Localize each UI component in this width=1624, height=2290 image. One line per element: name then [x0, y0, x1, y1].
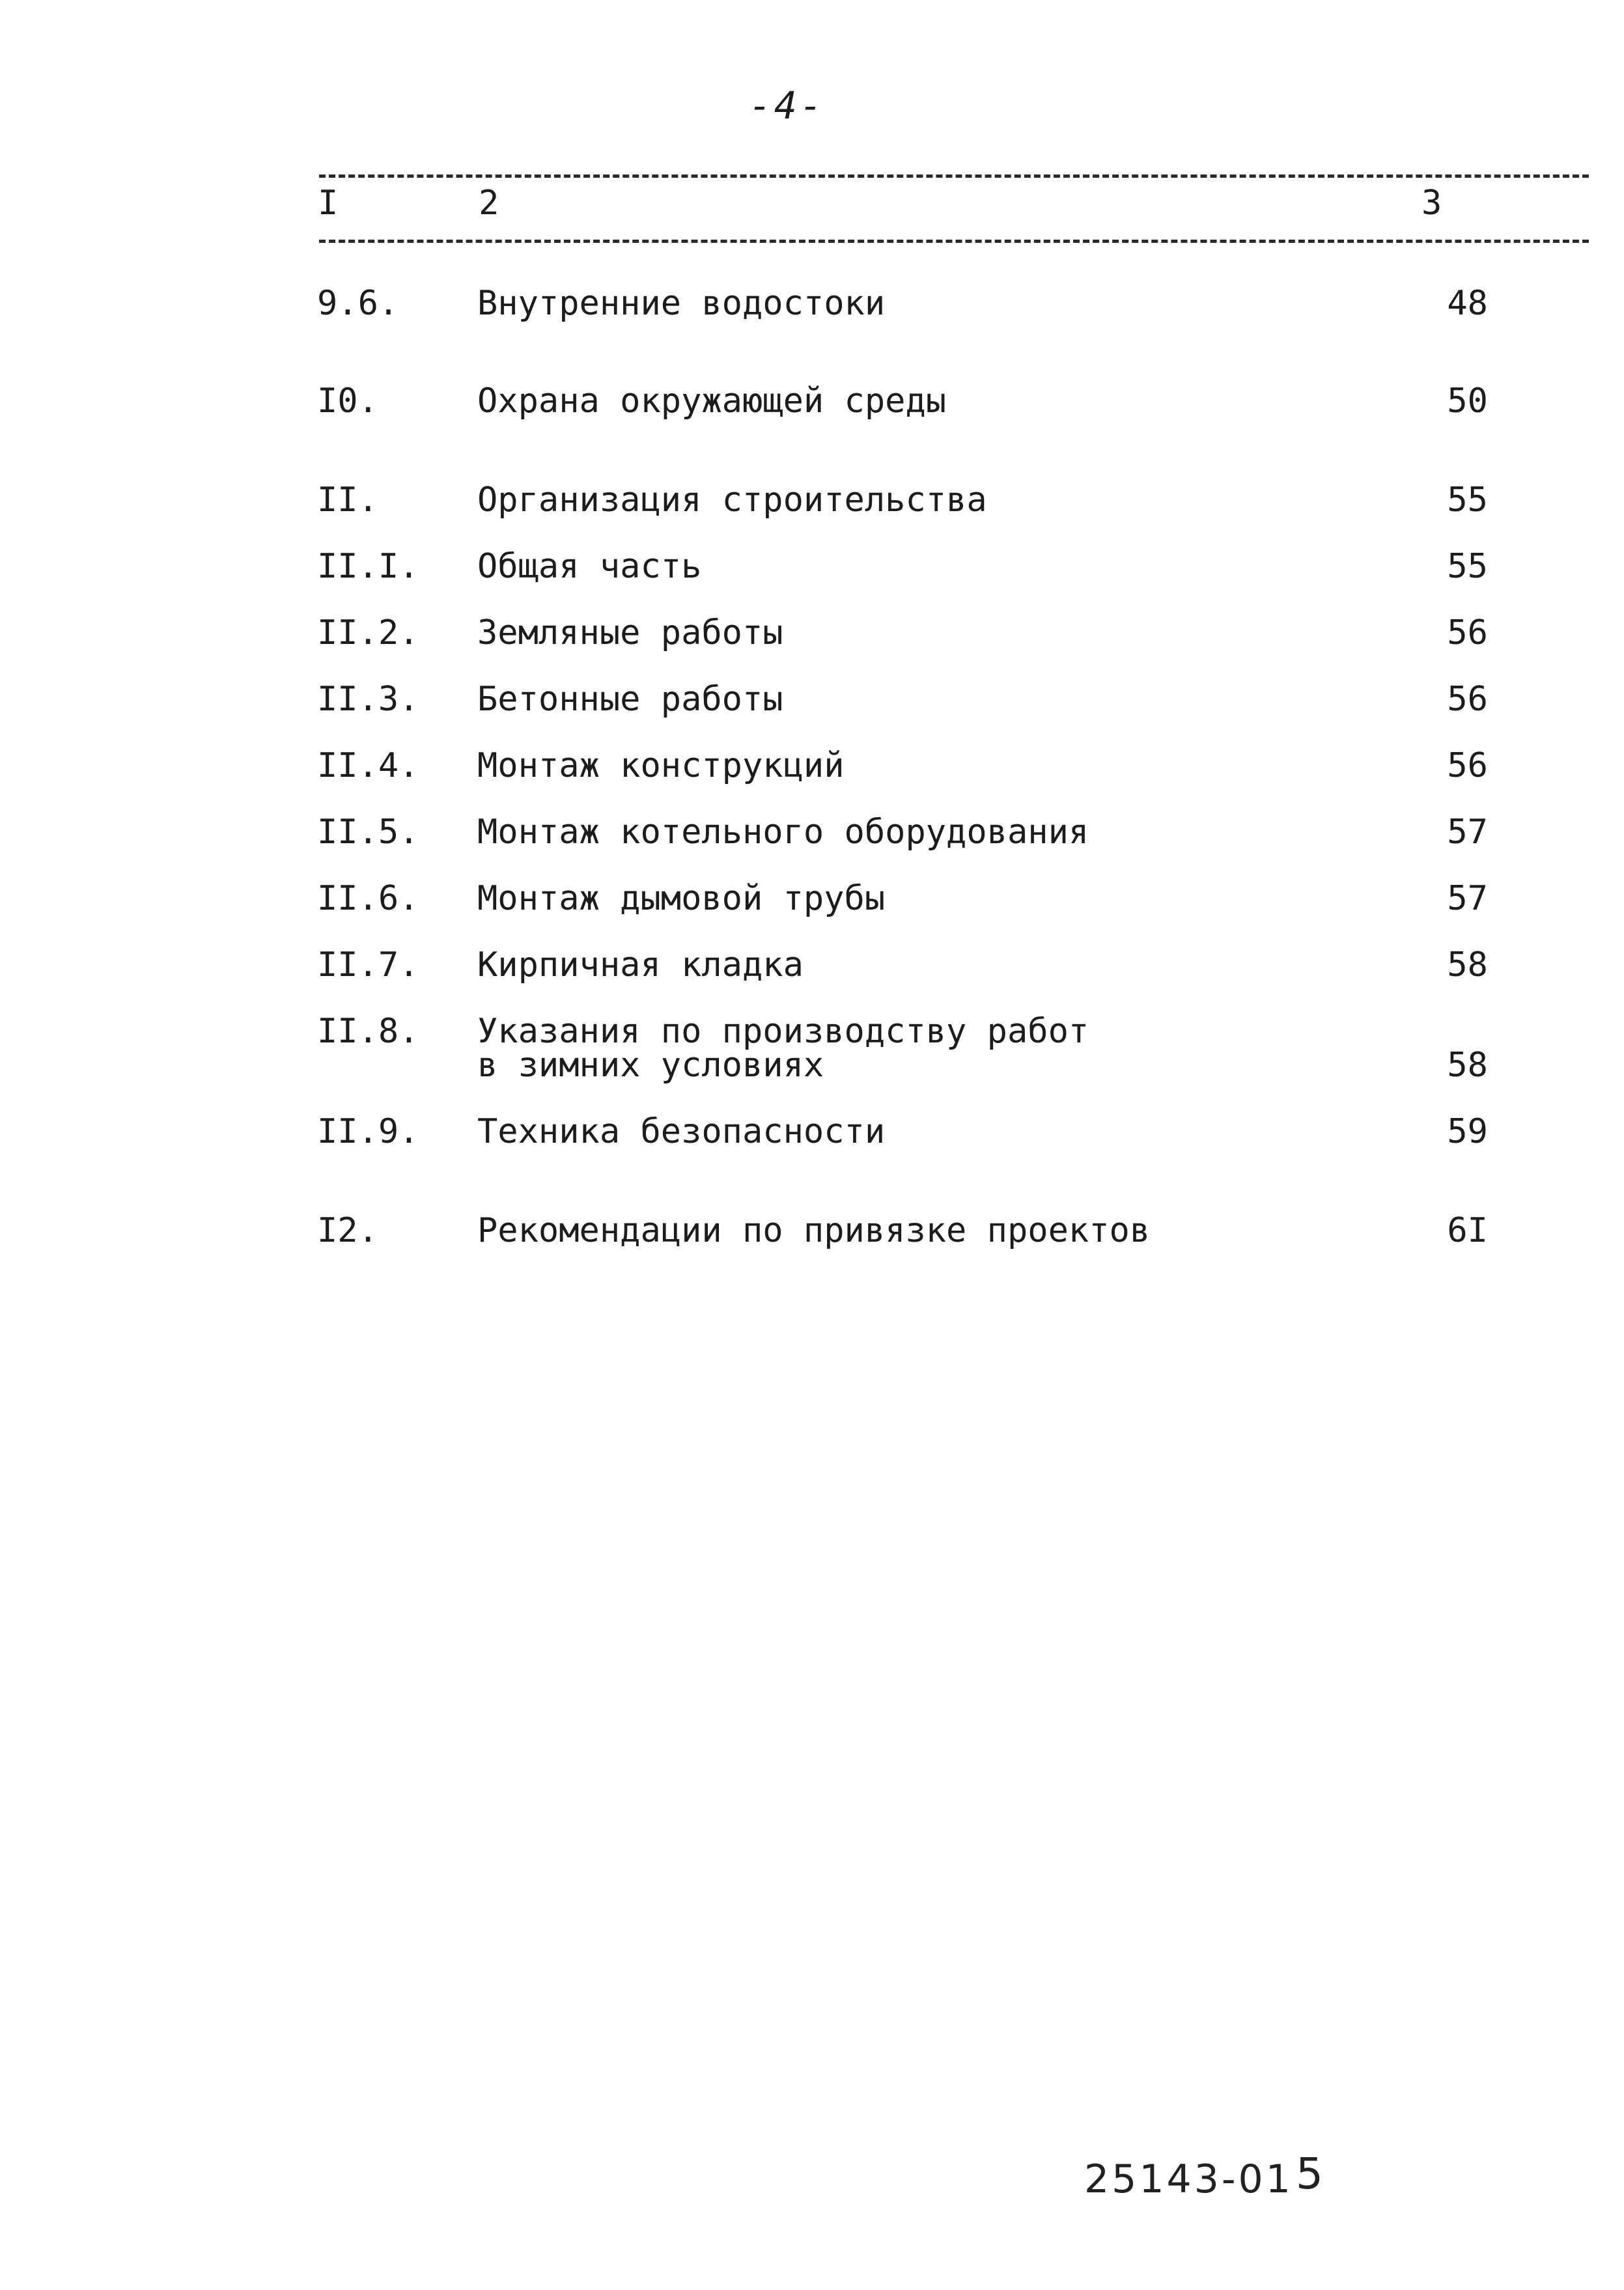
column-header-3: 3: [1421, 184, 1442, 223]
document-code: 25143-01: [1084, 2157, 1293, 2202]
toc-entry-number: II.4.: [317, 746, 419, 785]
toc-entry-page: 55: [1447, 547, 1488, 586]
toc-entry-title: Рекомендации по привязке проектов: [477, 1211, 1151, 1250]
toc-entry-page: 58: [1447, 945, 1488, 984]
toc-entry-page: 56: [1447, 680, 1488, 719]
header-bottom-rule: [319, 240, 1589, 243]
toc-entry-page: 59: [1447, 1112, 1488, 1151]
toc-entry-title: Общая часть: [477, 547, 702, 586]
toc-entry-number: II.5.: [317, 813, 419, 852]
toc-entry-title: Монтаж дымовой трубы: [477, 879, 886, 918]
toc-entry-title: Указания по производству работ в зимних условиях: [477, 1012, 1089, 1085]
toc-entry-page: 56: [1447, 613, 1488, 652]
toc-entry-title: Монтаж котельного оборудования: [477, 813, 1089, 852]
toc-entry-number: I0.: [317, 382, 378, 421]
toc-entry-page: 50: [1447, 382, 1488, 421]
toc-entry-number: II.: [317, 481, 378, 520]
toc-entry-number: II.7.: [317, 945, 419, 984]
toc-entry-number: II.9.: [317, 1112, 419, 1151]
toc-entry-page: 58: [1447, 1046, 1488, 1085]
header-top-rule: [319, 175, 1589, 178]
toc-entry-page: 6I: [1447, 1211, 1488, 1250]
column-header-1: I: [318, 184, 339, 223]
toc-entry-title: Монтаж конструкций: [477, 746, 845, 785]
toc-entry-title: Кирпичная кладка: [477, 945, 804, 984]
toc-entry-title: Охрана окружающей среды: [477, 382, 947, 421]
toc-entry-number: II.8.: [317, 1012, 419, 1051]
toc-entry-title: Бетонные работы: [477, 680, 783, 719]
sheet-number: 5: [1296, 2149, 1323, 2199]
toc-entry-page: 56: [1447, 746, 1488, 785]
toc-entry-page: 57: [1447, 813, 1488, 852]
toc-entry-title: Внутренние водостоки: [477, 284, 886, 323]
page-number: -4-: [749, 83, 825, 128]
toc-entry-title: Организация строительства: [477, 481, 987, 520]
toc-entry-page: 57: [1447, 879, 1488, 918]
toc-entry-title: Техника безопасности: [477, 1112, 886, 1151]
toc-entry-number: II.3.: [317, 680, 419, 719]
toc-entry-page: 48: [1447, 284, 1488, 323]
toc-entry-number: I2.: [317, 1211, 378, 1250]
toc-entry-page: 55: [1447, 481, 1488, 520]
toc-entry-number: II.2.: [317, 613, 419, 652]
toc-entry-number: II.I.: [317, 547, 419, 586]
toc-entry-title: Земляные работы: [477, 613, 783, 652]
column-header-2: 2: [479, 184, 499, 223]
toc-entry-number: II.6.: [317, 879, 419, 918]
toc-entry-number: 9.6.: [317, 284, 399, 323]
